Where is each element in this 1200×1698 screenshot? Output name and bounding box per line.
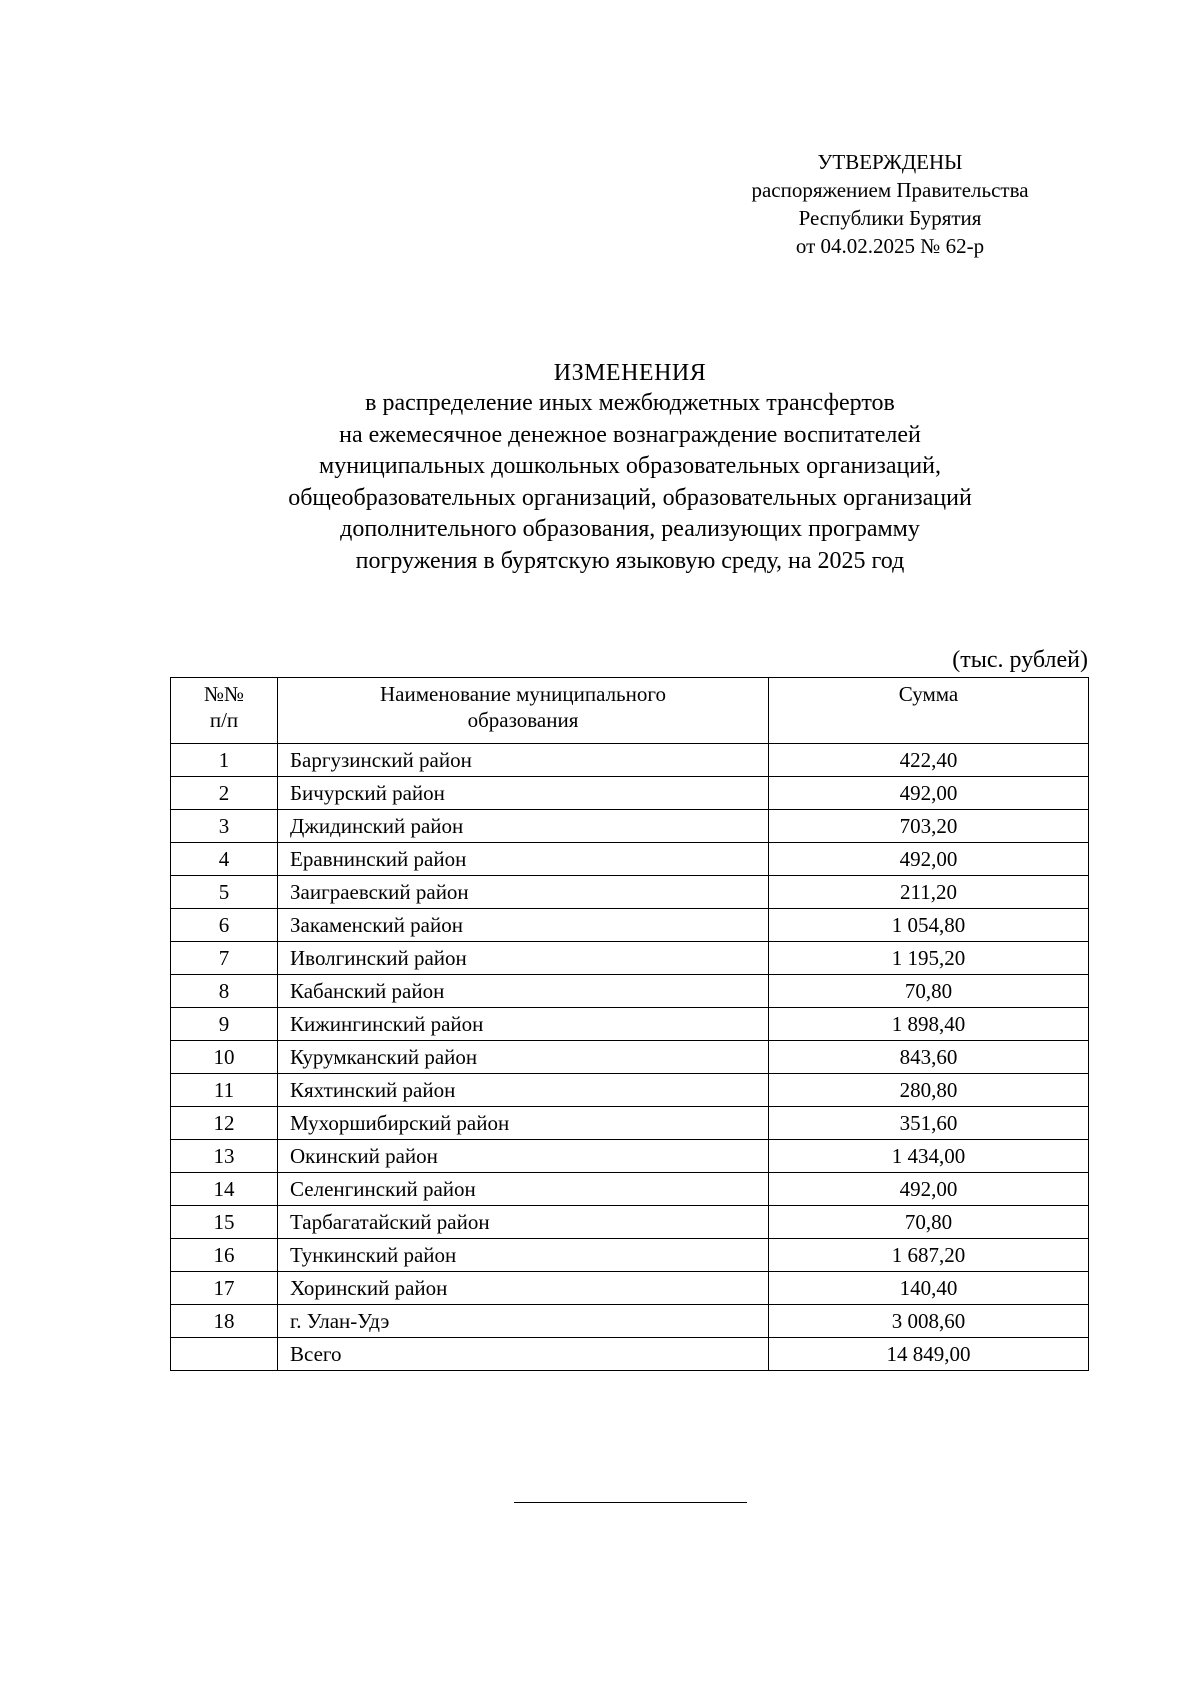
- row-municipality: Курумканский район: [278, 1041, 769, 1074]
- document-title: ИЗМЕНЕНИЯ: [553, 360, 707, 386]
- row-municipality: г. Улан-Удэ: [278, 1305, 769, 1338]
- document-subtitle-line: в распределение иных межбюджетных трансфертов: [365, 390, 895, 416]
- table-row: [171, 1239, 1089, 1272]
- row-sum: 492,00: [769, 777, 1089, 810]
- row-sum: 1 898,40: [769, 1008, 1089, 1041]
- table-header-row: [171, 678, 1089, 744]
- row-sum: 1 195,20: [769, 942, 1089, 975]
- row-municipality: Селенгинский район: [278, 1173, 769, 1206]
- row-number: 13: [171, 1140, 278, 1173]
- row-municipality: Кабанский район: [278, 975, 769, 1008]
- row-sum: 3 008,60: [769, 1305, 1089, 1338]
- row-sum: 1 434,00: [769, 1140, 1089, 1173]
- approval-date: от 04.02.2025 № 62-р: [795, 234, 985, 258]
- closing-line: [514, 1502, 747, 1503]
- approval-line: Республики Бурятия: [798, 206, 982, 230]
- header-name-line: Наименование муниципального: [380, 682, 666, 706]
- row-number: [171, 1338, 278, 1371]
- row-sum: 351,60: [769, 1107, 1089, 1140]
- table-row: [171, 843, 1089, 876]
- row-number: 7: [171, 942, 278, 975]
- row-municipality: Бичурский район: [278, 777, 769, 810]
- row-municipality: Мухоршибирский район: [278, 1107, 769, 1140]
- document-subtitle-line: общеобразовательных организаций, образовательных организаций: [288, 484, 972, 511]
- table-body: [171, 744, 1089, 1371]
- table-row: [171, 909, 1089, 942]
- row-municipality: Закаменский район: [278, 909, 769, 942]
- row-sum: 492,00: [769, 1173, 1089, 1206]
- row-municipality: Окинский район: [278, 1140, 769, 1173]
- document-subtitle-line: дополнительного образования, реализующих программу: [340, 516, 920, 542]
- table-row: [171, 1008, 1089, 1041]
- row-number: 14: [171, 1173, 278, 1206]
- row-number: 16: [171, 1239, 278, 1272]
- table-row: [171, 975, 1089, 1008]
- approval-line: распоряжением Правительства: [751, 178, 1029, 202]
- row-number: 5: [171, 876, 278, 909]
- row-sum: 70,80: [769, 1206, 1089, 1239]
- header-name-line: образования: [467, 708, 579, 732]
- table-row: [171, 744, 1089, 777]
- header-sum: Сумма: [769, 678, 1089, 744]
- row-municipality: Кижингинский район: [278, 1008, 769, 1041]
- header-number: [171, 678, 278, 744]
- row-municipality: Тарбагатайский район: [278, 1206, 769, 1239]
- row-number: 10: [171, 1041, 278, 1074]
- row-municipality: Всего: [278, 1338, 769, 1371]
- table-row: [171, 1140, 1089, 1173]
- row-number: 3: [171, 810, 278, 843]
- row-municipality: Хоринский район: [278, 1272, 769, 1305]
- row-sum: 1 054,80: [769, 909, 1089, 942]
- row-municipality: Заиграевский район: [278, 876, 769, 909]
- table-row: [171, 1107, 1089, 1140]
- table-row: [171, 810, 1089, 843]
- row-sum: 492,00: [769, 843, 1089, 876]
- row-sum: 843,60: [769, 1041, 1089, 1074]
- row-sum: 1 687,20: [769, 1239, 1089, 1272]
- header-number-line: п/п: [209, 708, 239, 732]
- table-row: [171, 1041, 1089, 1074]
- row-municipality: Кяхтинский район: [278, 1074, 769, 1107]
- row-sum: 70,80: [769, 975, 1089, 1008]
- document-subtitle-line: муниципальных дошкольных образовательных организаций,: [319, 453, 941, 479]
- row-sum: 422,40: [769, 744, 1089, 777]
- row-sum: 211,20: [769, 876, 1089, 909]
- row-municipality: Еравнинский район: [278, 843, 769, 876]
- row-municipality: Джидинский район: [278, 810, 769, 843]
- row-number: 6: [171, 909, 278, 942]
- row-number: 12: [171, 1107, 278, 1140]
- table-total-row: [171, 1338, 1089, 1371]
- row-number: 18: [171, 1305, 278, 1338]
- row-sum: 140,40: [769, 1272, 1089, 1305]
- table-row: [171, 777, 1089, 810]
- table-row: [171, 1074, 1089, 1107]
- table-row: [171, 1305, 1089, 1338]
- row-municipality: Иволгинский район: [278, 942, 769, 975]
- row-number: 1: [171, 744, 278, 777]
- row-number: 2: [171, 777, 278, 810]
- row-number: 17: [171, 1272, 278, 1305]
- document-subtitle-line: на ежемесячное денежное вознаграждение воспитателей: [339, 421, 921, 448]
- row-number: 15: [171, 1206, 278, 1239]
- row-sum: 14 849,00: [769, 1338, 1089, 1371]
- table-row: [171, 1206, 1089, 1239]
- row-sum: 280,80: [769, 1074, 1089, 1107]
- document-subtitle-line: погружения в бурятскую языковую среду, на 2025 год: [355, 547, 905, 574]
- distribution-table: [170, 677, 1089, 1371]
- table-row: [171, 1272, 1089, 1305]
- table-row: [171, 942, 1089, 975]
- table-row: [171, 876, 1089, 909]
- row-number: 9: [171, 1008, 278, 1041]
- row-sum: 703,20: [769, 810, 1089, 843]
- row-number: 8: [171, 975, 278, 1008]
- row-number: 11: [171, 1074, 278, 1107]
- approval-block: [700, 148, 1080, 260]
- header-number-line: №№: [203, 682, 245, 706]
- row-municipality: Тункинский район: [278, 1239, 769, 1272]
- approval-title: УТВЕРЖДЕНЫ: [817, 150, 963, 174]
- table-row: [171, 1173, 1089, 1206]
- document-heading: [140, 358, 1120, 577]
- row-number: 4: [171, 843, 278, 876]
- row-municipality: Баргузинский район: [278, 744, 769, 777]
- header-name: [278, 678, 769, 744]
- units-label: (тыс. рублей): [952, 647, 1088, 673]
